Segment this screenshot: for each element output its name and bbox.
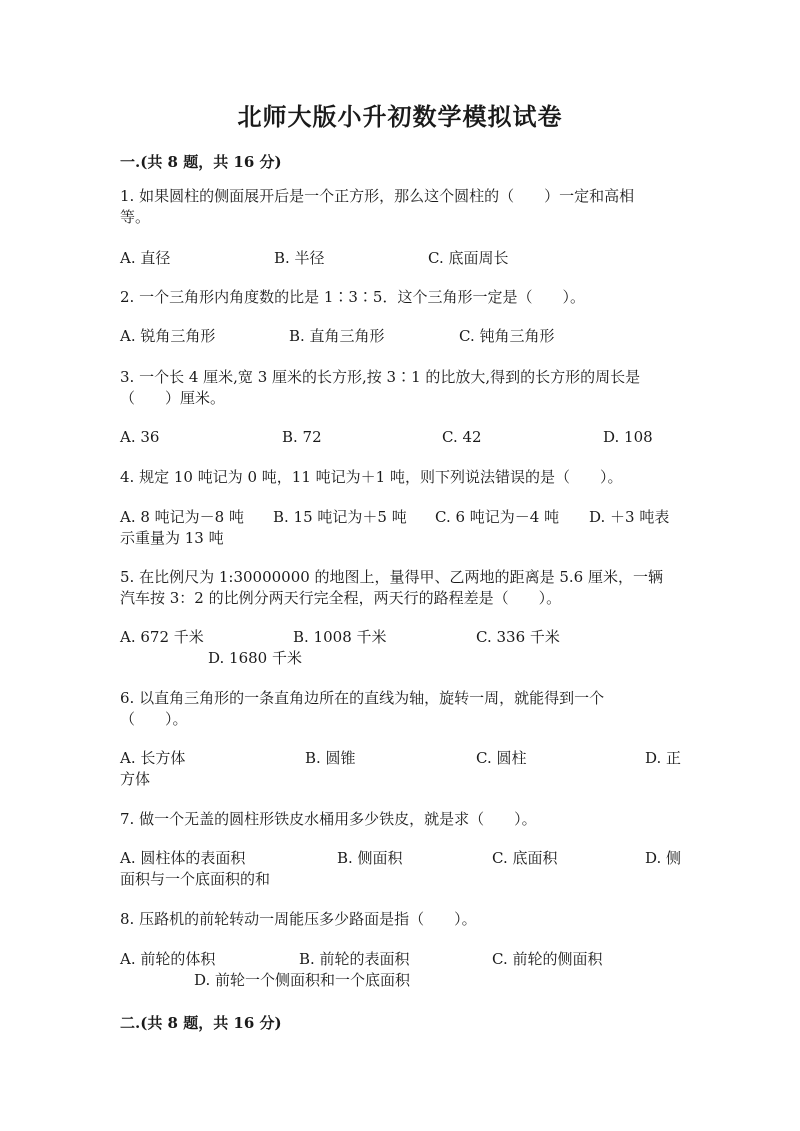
option-b: B. 圆锥 [305, 749, 356, 767]
option-c: C. 前轮的侧面积 [492, 950, 603, 968]
question-text-cont: 汽车按 3：2 的比例分两天行完全程，两天行的路程差是（ ）。 [120, 589, 562, 607]
question-text: 5. 在比例尺为 1:30000000 的地图上，量得甲、乙两地的距离是 5.6 厘米，一辆 [120, 568, 663, 586]
option-b: B. 侧面积 [337, 849, 403, 867]
option-b: B. 1008 千米 [293, 628, 387, 646]
option-d-cont: 方体 [120, 770, 151, 788]
option-a: A. 长方体 [120, 749, 186, 767]
option-a: A. 直径 [120, 249, 171, 267]
question-6 [120, 688, 682, 730]
question-text: 6. 以直角三角形的一条直角边所在的直线为轴，旋转一周，就能得到一个 [120, 689, 605, 707]
option-c: C. 336 千米 [476, 628, 560, 646]
option-b: B. 直角三角形 [289, 327, 385, 345]
question-text: 7. 做一个无盖的圆柱形铁皮水桶用多少铁皮，就是求（ ）。 [120, 810, 537, 828]
option-a: A. 672 千米 [120, 628, 204, 646]
question-3 [120, 367, 682, 409]
option-a: A. 锐角三角形 [120, 327, 216, 345]
question-5-options [120, 627, 682, 669]
option-d: D. ＋3 吨表 [589, 508, 670, 526]
option-d-cont: 面积与一个底面积的和 [120, 870, 271, 888]
question-5 [120, 567, 682, 609]
question-text: 3. 一个长 4 厘米,宽 3 厘米的长方形,按 3∶1 的比放大,得到的长方形的周长是 [120, 368, 641, 386]
question-text: 4. 规定 10 吨记为 0 吨，11 吨记为＋1 吨，则下列说法错误的是（ ）。 [120, 468, 623, 486]
option-d: D. 1680 千米 [208, 649, 302, 667]
option-d: D. 侧 [645, 849, 682, 867]
question-4-options [120, 507, 682, 549]
question-3-options [120, 427, 682, 469]
question-text: 2. 一个三角形内角度数的比是 1∶3∶5．这个三角形一定是（ ）。 [120, 288, 585, 306]
option-b: B. 15 吨记为＋5 吨 [273, 508, 407, 526]
option-a: A. 36 [120, 428, 160, 446]
question-8 [120, 909, 682, 930]
option-c: C. 钝角三角形 [459, 327, 555, 345]
option-b: B. 72 [282, 428, 322, 446]
option-b: B. 前轮的表面积 [299, 950, 410, 968]
question-7 [120, 809, 682, 830]
option-d: D. 正 [645, 749, 682, 767]
question-text-cont: （ ）厘米。 [120, 389, 226, 407]
question-1-options [120, 248, 682, 290]
option-c: C. 底面积 [492, 849, 558, 867]
option-d: D. 前轮一个侧面积和一个底面积 [194, 971, 411, 989]
question-text: 8. 压路机的前轮转动一周能压多少路面是指（ ）。 [120, 910, 477, 928]
page-title: 北师大版小升初数学模拟试卷 [237, 102, 563, 131]
option-c: C. 圆柱 [476, 749, 527, 767]
question-4 [120, 467, 682, 488]
question-8-options [120, 949, 682, 991]
option-a: A. 前轮的体积 [120, 950, 216, 968]
question-text-cont: （ ）。 [120, 710, 188, 728]
option-c: C. 42 [442, 428, 482, 446]
question-text-cont: 等。 [120, 208, 151, 226]
option-d: D. 108 [603, 428, 653, 446]
question-7-options [120, 848, 682, 890]
question-6-options [120, 748, 682, 790]
option-a: A. 圆柱体的表面积 [120, 849, 246, 867]
section-heading-2: 二.(共 8 题，共 16 分) [120, 1014, 282, 1032]
option-c: C. 底面周长 [428, 249, 509, 267]
option-a: A. 8 吨记为－8 吨 [120, 508, 244, 526]
question-text: 1. 如果圆柱的侧面展开后是一个正方形，那么这个圆柱的（ ）一定和高相 [120, 187, 635, 205]
question-2 [120, 287, 682, 308]
option-d-cont: 示重量为 13 吨 [120, 529, 224, 547]
option-c: C. 6 吨记为－4 吨 [435, 508, 560, 526]
option-b: B. 半径 [274, 249, 325, 267]
question-1 [120, 186, 682, 228]
section-heading-1: 一.(共 8 题，共 16 分) [120, 153, 282, 171]
question-2-options [120, 326, 682, 368]
